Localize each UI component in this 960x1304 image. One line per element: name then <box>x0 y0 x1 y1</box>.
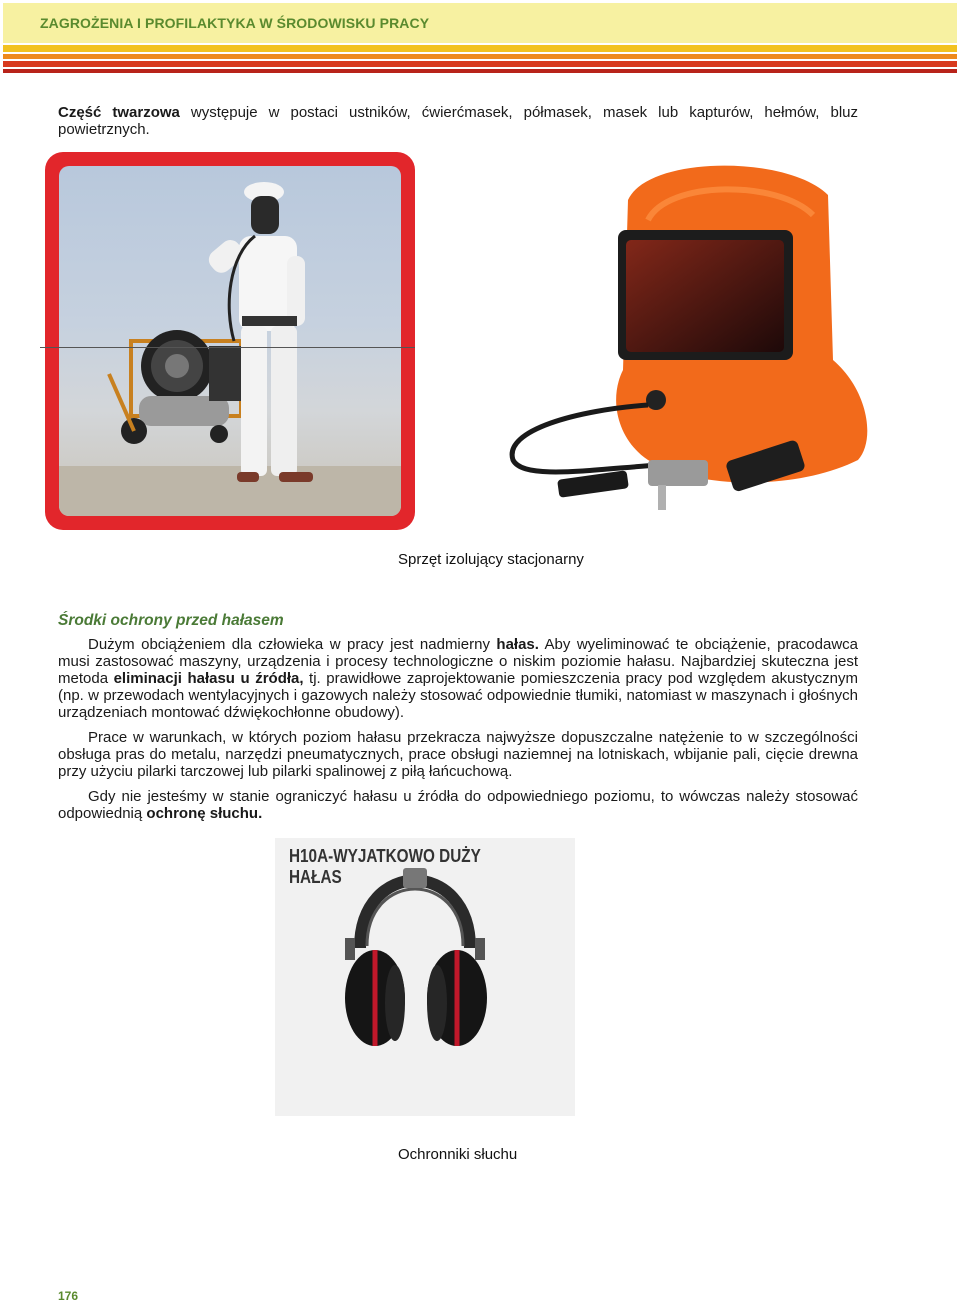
intro-bold: Część twarzowa <box>58 104 180 121</box>
noise-paragraph-2 <box>58 729 858 780</box>
section-title: Środki ochrony przed hałasem <box>58 612 284 629</box>
hood-illustration <box>498 160 876 535</box>
header-stripe <box>3 45 957 52</box>
intro-paragraph <box>58 104 858 138</box>
product-label: H10A-WYJATKOWO DUŻY HAŁAS <box>289 846 481 887</box>
p2-text: Prace w warunkach, w których poziom hałasu przekracza najwyższe dopuszczalne natężenie to w szczególności obsługa pras do metalu, narzędzi pneumatycznych, prace obsługi naziemnej na lotniskach, wbijanie pali, cięcie drewna przy użyciu pilarki tarczowej lub pilarki spalinowej z piłą łańcuchową. <box>58 729 858 780</box>
header-stripe <box>3 54 957 59</box>
ear-muffs-photo <box>275 838 575 1116</box>
intro-text: występuje w postaci ustników, ćwierćmasek, półmasek, masek lub kapturów, hełmów, bluz powietrznych. <box>58 104 858 138</box>
p1-bold-d: eliminacji hałasu u źródła, <box>113 670 304 687</box>
p1-text-a: Dużym obciążeniem dla człowieka w pracy jest nadmierny <box>88 636 497 653</box>
worker-illustration <box>59 166 401 516</box>
p1-text-e: tj. prawidłowe zaprojektowanie pomieszczenia pracy pod względem akustycznym (np. w przewodach wentylacyjnych i gazowych należy stosować odpowiednie tłumiki, natomiast w maszynach i głośnych urządzeniach montować dźwiękochłonne obudowy). <box>58 670 858 721</box>
figure2-caption: Ochronniki słuchu <box>398 1146 518 1163</box>
worker-breathing-apparatus-photo <box>45 152 415 530</box>
header-stripe <box>3 61 957 67</box>
p1-text-c: Aby wyeliminować te obciążenie, pracodawca musi zastosować maszyny, urządzenia i procesy technologiczne o niskim poziomie hałasu. Najbardziej skuteczna jest metoda <box>58 636 858 687</box>
figure1-caption: Sprzęt izolujący stacjonarny <box>398 551 584 568</box>
noise-paragraph-3 <box>58 788 858 822</box>
orange-hood-photo <box>498 160 876 535</box>
p1-bold-b: hałas. <box>496 636 539 653</box>
page-header <box>3 3 957 43</box>
p3-bold-b: ochronę słuchu. <box>146 805 263 822</box>
divider-line <box>40 347 415 348</box>
running-title: ZAGROŻENIA I PROFILAKTYKA W ŚRODOWISKU PRACY <box>40 15 430 31</box>
header-stripe <box>3 69 957 73</box>
noise-paragraph-1 <box>58 636 858 721</box>
p3-text-a: Gdy nie jesteśmy w stanie ograniczyć hałasu u źródła do odpowiedniego poziomu, to wówczas należy stosować odpowiednią <box>58 788 858 822</box>
page-number: 176 <box>58 1289 79 1303</box>
